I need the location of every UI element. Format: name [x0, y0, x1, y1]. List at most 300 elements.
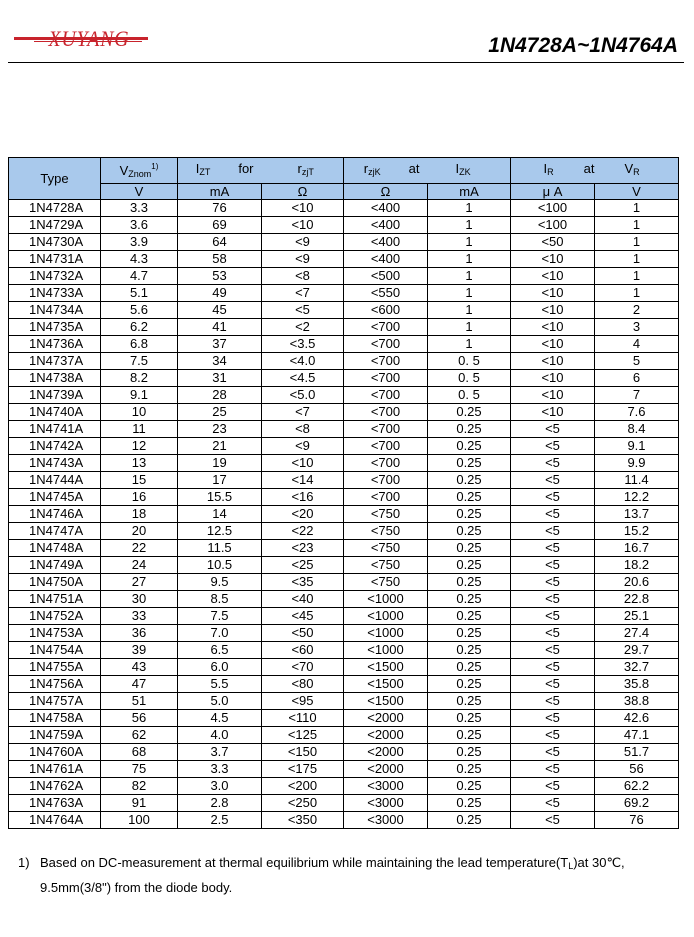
table-cell: <10 [511, 285, 595, 302]
cell-type: 1N4746A [9, 506, 101, 523]
cell-type: 1N4764A [9, 812, 101, 829]
table-cell: 14 [178, 506, 262, 523]
table-cell: <600 [344, 302, 428, 319]
table-row [9, 608, 679, 625]
table-header-row [9, 158, 679, 184]
table-cell: <9 [262, 234, 344, 251]
table-cell: <5 [511, 506, 595, 523]
table-cell: 4.5 [178, 710, 262, 727]
table-cell: <110 [262, 710, 344, 727]
table-cell: <7 [262, 285, 344, 302]
table-cell: <5 [511, 693, 595, 710]
table-cell: <2000 [344, 727, 428, 744]
part-range-title: 1N4728A~1N4764A [488, 34, 678, 57]
table-cell: 0.25 [428, 642, 511, 659]
table-cell: 12 [101, 438, 178, 455]
table-cell: <8 [262, 268, 344, 285]
table-cell: 7.5 [178, 608, 262, 625]
table-cell: 34 [178, 353, 262, 370]
table-cell: <400 [344, 234, 428, 251]
table-cell: 0.25 [428, 472, 511, 489]
table-cell: 0.25 [428, 795, 511, 812]
table-cell: 2 [595, 302, 679, 319]
table-cell: 2.8 [178, 795, 262, 812]
cell-type: 1N4763A [9, 795, 101, 812]
table-cell: <10 [511, 319, 595, 336]
table-cell: <1000 [344, 625, 428, 642]
table-cell: <5 [511, 489, 595, 506]
table-cell: <5 [511, 608, 595, 625]
table-row [9, 387, 679, 404]
table-cell: 7.5 [101, 353, 178, 370]
cell-type: 1N4750A [9, 574, 101, 591]
cell-type: 1N4737A [9, 353, 101, 370]
table-cell: <23 [262, 540, 344, 557]
table-cell: 41 [178, 319, 262, 336]
footnote-text: Based on DC-measurement at thermal equilibrium while maintaining the lead $temperature(T_L)at$ 30℃, 9.5mm(3/8") from the diode body. [40, 855, 625, 895]
table-cell: 0.25 [428, 523, 511, 540]
table-cell: <5 [262, 302, 344, 319]
table-row [9, 404, 679, 421]
table-row [9, 744, 679, 761]
table-cell: <45 [262, 608, 344, 625]
table-cell: <2000 [344, 761, 428, 778]
footnote-number: 1) [18, 855, 30, 870]
table-cell: <95 [262, 693, 344, 710]
table-row [9, 625, 679, 642]
table-cell: 69.2 [595, 795, 679, 812]
table-cell: 76 [595, 812, 679, 829]
table-cell: 9.9 [595, 455, 679, 472]
table-cell: 22 [101, 540, 178, 557]
table-cell: 1 [428, 268, 511, 285]
table-row [9, 795, 679, 812]
table-cell: <25 [262, 557, 344, 574]
table-cell: <200 [262, 778, 344, 795]
table-cell: 22.8 [595, 591, 679, 608]
table-cell: <150 [262, 744, 344, 761]
table-cell: 47.1 [595, 727, 679, 744]
table-cell: <700 [344, 336, 428, 353]
cell-type: 1N4736A [9, 336, 101, 353]
table-cell: <5 [511, 625, 595, 642]
table-row [9, 523, 679, 540]
cell-type: 1N4748A [9, 540, 101, 557]
table-cell: 6.5 [178, 642, 262, 659]
table-cell: <700 [344, 404, 428, 421]
table-cell: 8.4 [595, 421, 679, 438]
table-cell: 43 [101, 659, 178, 676]
table-cell: <1000 [344, 591, 428, 608]
table-cell: 1 [428, 319, 511, 336]
table-cell: <700 [344, 438, 428, 455]
cell-type: 1N4740A [9, 404, 101, 421]
table-cell: <350 [262, 812, 344, 829]
table-cell: 4 [595, 336, 679, 353]
table-cell: 8.5 [178, 591, 262, 608]
table-cell: 11 [101, 421, 178, 438]
table-cell: <5 [511, 744, 595, 761]
table-cell: <5 [511, 591, 595, 608]
table-cell: <5 [511, 455, 595, 472]
table-cell: <5 [511, 642, 595, 659]
table-cell: 27.4 [595, 625, 679, 642]
table-row [9, 489, 679, 506]
table-cell: 10 [101, 404, 178, 421]
table-cell: 56 [595, 761, 679, 778]
table-cell: 20 [101, 523, 178, 540]
table-row [9, 659, 679, 676]
table-cell: <60 [262, 642, 344, 659]
table-cell: 17 [178, 472, 262, 489]
header-vr: $V_R$ [595, 158, 679, 184]
table-row [9, 200, 679, 217]
table-cell: <22 [262, 523, 344, 540]
table-cell: <4.0 [262, 353, 344, 370]
table-row [9, 285, 679, 302]
table-cell: 9.1 [101, 387, 178, 404]
table-cell: 27 [101, 574, 178, 591]
header-rzjt: $r_{zjT}$ [262, 158, 344, 184]
table-cell: <5 [511, 523, 595, 540]
table-cell: <1500 [344, 659, 428, 676]
table-cell: 12.5 [178, 523, 262, 540]
cell-type: 1N4738A [9, 370, 101, 387]
table-cell: <8 [262, 421, 344, 438]
table-cell: 11.5 [178, 540, 262, 557]
cell-type: 1N4756A [9, 676, 101, 693]
table-cell: <1000 [344, 608, 428, 625]
table-cell: <10 [262, 200, 344, 217]
table-cell: <80 [262, 676, 344, 693]
table-cell: 0.25 [428, 710, 511, 727]
header-divider [8, 62, 684, 63]
cell-type: 1N4762A [9, 778, 101, 795]
footnote [18, 852, 678, 899]
table-cell: <14 [262, 472, 344, 489]
table-cell: 2.5 [178, 812, 262, 829]
table-cell: <5 [511, 540, 595, 557]
table-cell: <5 [511, 761, 595, 778]
table-cell: 0.25 [428, 540, 511, 557]
cell-type: 1N4741A [9, 421, 101, 438]
table-cell: 15.5 [178, 489, 262, 506]
table-cell: 6.8 [101, 336, 178, 353]
table-row [9, 217, 679, 234]
table-cell: <400 [344, 200, 428, 217]
table-cell: <50 [511, 234, 595, 251]
table-cell: 0.25 [428, 574, 511, 591]
cell-type: 1N4739A [9, 387, 101, 404]
table-cell: 3.3 [101, 200, 178, 217]
header-izt: $I_{ZT}$ for [178, 158, 262, 184]
table-row [9, 812, 679, 829]
header-rzjk: $r_{zjK}$ at [344, 158, 428, 184]
table-cell: <5 [511, 659, 595, 676]
table-cell: <700 [344, 455, 428, 472]
table-cell: 9.1 [595, 438, 679, 455]
table-cell: 75 [101, 761, 178, 778]
cell-type: 1N4758A [9, 710, 101, 727]
table-cell: 3.6 [101, 217, 178, 234]
table-cell: <35 [262, 574, 344, 591]
table-cell: 1 [595, 268, 679, 285]
table-cell: <5 [511, 795, 595, 812]
unit-rzjt: Ω [262, 184, 344, 200]
table-cell: 37 [178, 336, 262, 353]
table-cell: 7.6 [595, 404, 679, 421]
table-cell: 64 [178, 234, 262, 251]
table-cell: 4.3 [101, 251, 178, 268]
table-cell: <4.5 [262, 370, 344, 387]
table-cell: 15 [101, 472, 178, 489]
table-cell: 39 [101, 642, 178, 659]
cell-type: 1N4751A [9, 591, 101, 608]
table-cell: <750 [344, 557, 428, 574]
table-row [9, 319, 679, 336]
table-cell: <5 [511, 812, 595, 829]
table-cell: 19 [178, 455, 262, 472]
table-cell: 0.25 [428, 557, 511, 574]
table-cell: <10 [511, 370, 595, 387]
cell-type: 1N4742A [9, 438, 101, 455]
cell-type: 1N4753A [9, 625, 101, 642]
table-cell: <700 [344, 472, 428, 489]
table-cell: 1 [428, 234, 511, 251]
table-cell: <5 [511, 438, 595, 455]
unit-rzjk: Ω [344, 184, 428, 200]
table-cell: <40 [262, 591, 344, 608]
table-cell: 13 [101, 455, 178, 472]
table-row [9, 336, 679, 353]
table-cell: 3.3 [178, 761, 262, 778]
table-cell: 0.25 [428, 676, 511, 693]
table-cell: <5.0 [262, 387, 344, 404]
table-cell: 28 [178, 387, 262, 404]
header-izk: $I_{ZK}$ [428, 158, 511, 184]
table-cell: 4.0 [178, 727, 262, 744]
table-cell: <3000 [344, 812, 428, 829]
table-cell: <1500 [344, 676, 428, 693]
unit-ir: μ A [511, 184, 595, 200]
table-cell: 62.2 [595, 778, 679, 795]
table-cell: 16.7 [595, 540, 679, 557]
table-cell: 5.0 [178, 693, 262, 710]
table-cell: 32.7 [595, 659, 679, 676]
table-cell: 49 [178, 285, 262, 302]
table-row [9, 370, 679, 387]
table-cell: <5 [511, 472, 595, 489]
table-cell: 91 [101, 795, 178, 812]
table-cell: <700 [344, 387, 428, 404]
table-cell: 3.7 [178, 744, 262, 761]
unit-izk: mA [428, 184, 511, 200]
company-logo [14, 20, 148, 60]
table-cell: 15.2 [595, 523, 679, 540]
table-cell: <700 [344, 319, 428, 336]
table-cell: 47 [101, 676, 178, 693]
table-cell: <1000 [344, 642, 428, 659]
table-cell: <125 [262, 727, 344, 744]
table-cell: 23 [178, 421, 262, 438]
table-cell: 58 [178, 251, 262, 268]
table-cell: 29.7 [595, 642, 679, 659]
table-cell: <10 [262, 217, 344, 234]
table-cell: <750 [344, 506, 428, 523]
table-cell: 0.25 [428, 659, 511, 676]
table-cell: 30 [101, 591, 178, 608]
table-cell: 1 [428, 336, 511, 353]
table-cell: <10 [511, 251, 595, 268]
table-row [9, 251, 679, 268]
table-cell: 1 [595, 234, 679, 251]
table-cell: 5.5 [178, 676, 262, 693]
table-cell: <70 [262, 659, 344, 676]
table-cell: 7 [595, 387, 679, 404]
table-cell: 7.0 [178, 625, 262, 642]
table-cell: <5 [511, 676, 595, 693]
table-cell: 69 [178, 217, 262, 234]
table-cell: <700 [344, 353, 428, 370]
header-vz: $V_{Znom}^{1)}$ [101, 158, 178, 184]
cell-type: 1N4755A [9, 659, 101, 676]
table-cell: 100 [101, 812, 178, 829]
table-units-row [9, 184, 679, 200]
table-cell: <5 [511, 557, 595, 574]
cell-type: 1N4757A [9, 693, 101, 710]
table-cell: <10 [262, 455, 344, 472]
table-cell: 5.6 [101, 302, 178, 319]
table-cell: 0.25 [428, 778, 511, 795]
table-cell: <2000 [344, 710, 428, 727]
unit-vr: V [595, 184, 679, 200]
table-cell: 0.25 [428, 693, 511, 710]
table-cell: 33 [101, 608, 178, 625]
table-cell: 0. 5 [428, 353, 511, 370]
table-cell: <10 [511, 302, 595, 319]
table-row [9, 761, 679, 778]
table-cell: <3000 [344, 778, 428, 795]
table-cell: <3000 [344, 795, 428, 812]
table-row [9, 472, 679, 489]
table-cell: <7 [262, 404, 344, 421]
table-row [9, 710, 679, 727]
table-cell: 21 [178, 438, 262, 455]
table-cell: 5.1 [101, 285, 178, 302]
table-cell: 0.25 [428, 438, 511, 455]
cell-type: 1N4729A [9, 217, 101, 234]
table-cell: 10.5 [178, 557, 262, 574]
cell-type: 1N4761A [9, 761, 101, 778]
table-row [9, 591, 679, 608]
table-row [9, 421, 679, 438]
table-cell: 68 [101, 744, 178, 761]
table-cell: 3.9 [101, 234, 178, 251]
logo-text: XUYANG [48, 26, 130, 51]
table-cell: 42.6 [595, 710, 679, 727]
cell-type: 1N4733A [9, 285, 101, 302]
table-cell: <9 [262, 438, 344, 455]
table-row [9, 574, 679, 591]
table-cell: <750 [344, 540, 428, 557]
table-cell: <700 [344, 421, 428, 438]
table-cell: 45 [178, 302, 262, 319]
table-cell: 8.2 [101, 370, 178, 387]
header-ir: $I_R$ at [511, 158, 595, 184]
table-cell: 6.2 [101, 319, 178, 336]
table-cell: 6 [595, 370, 679, 387]
table-cell: 51 [101, 693, 178, 710]
table-cell: <750 [344, 523, 428, 540]
table-cell: <100 [511, 200, 595, 217]
table-cell: 53 [178, 268, 262, 285]
table-cell: <50 [262, 625, 344, 642]
table-cell: <5 [511, 421, 595, 438]
cell-type: 1N4732A [9, 268, 101, 285]
cell-type: 1N4735A [9, 319, 101, 336]
table-cell: 6.0 [178, 659, 262, 676]
table-cell: 0.25 [428, 421, 511, 438]
table-cell: 62 [101, 727, 178, 744]
table-row [9, 557, 679, 574]
table-cell: <5 [511, 727, 595, 744]
table-cell: <3.5 [262, 336, 344, 353]
table-row [9, 234, 679, 251]
table-cell: <5 [511, 710, 595, 727]
cell-type: 1N4734A [9, 302, 101, 319]
table-cell: <100 [511, 217, 595, 234]
table-cell: 5 [595, 353, 679, 370]
table-cell: 13.7 [595, 506, 679, 523]
table-cell: 76 [178, 200, 262, 217]
cell-type: 1N4754A [9, 642, 101, 659]
table-cell: <20 [262, 506, 344, 523]
table-cell: 3.0 [178, 778, 262, 795]
table-cell: 18.2 [595, 557, 679, 574]
cell-type: 1N4728A [9, 200, 101, 217]
cell-type: 1N4731A [9, 251, 101, 268]
unit-vz: V [101, 184, 178, 200]
table-cell: <700 [344, 370, 428, 387]
table-cell: 1 [428, 217, 511, 234]
table-cell: <16 [262, 489, 344, 506]
table-cell: 0.25 [428, 761, 511, 778]
table-row [9, 302, 679, 319]
table-cell: 1 [595, 217, 679, 234]
table-cell: 1 [595, 285, 679, 302]
table-cell: 0.25 [428, 727, 511, 744]
table-row [9, 353, 679, 370]
table-row [9, 642, 679, 659]
unit-izt: mA [178, 184, 262, 200]
table-cell: 56 [101, 710, 178, 727]
table-cell: <9 [262, 251, 344, 268]
table-cell: 1 [595, 251, 679, 268]
table-cell: 31 [178, 370, 262, 387]
cell-type: 1N4760A [9, 744, 101, 761]
cell-type: 1N4745A [9, 489, 101, 506]
table-cell: 38.8 [595, 693, 679, 710]
table-row [9, 778, 679, 795]
table-cell: <400 [344, 251, 428, 268]
table-cell: 35.8 [595, 676, 679, 693]
table-cell: 1 [428, 251, 511, 268]
table-cell: 0.25 [428, 744, 511, 761]
table-cell: 0.25 [428, 625, 511, 642]
table-cell: 0. 5 [428, 370, 511, 387]
table-cell: 0.25 [428, 812, 511, 829]
cell-type: 1N4749A [9, 557, 101, 574]
